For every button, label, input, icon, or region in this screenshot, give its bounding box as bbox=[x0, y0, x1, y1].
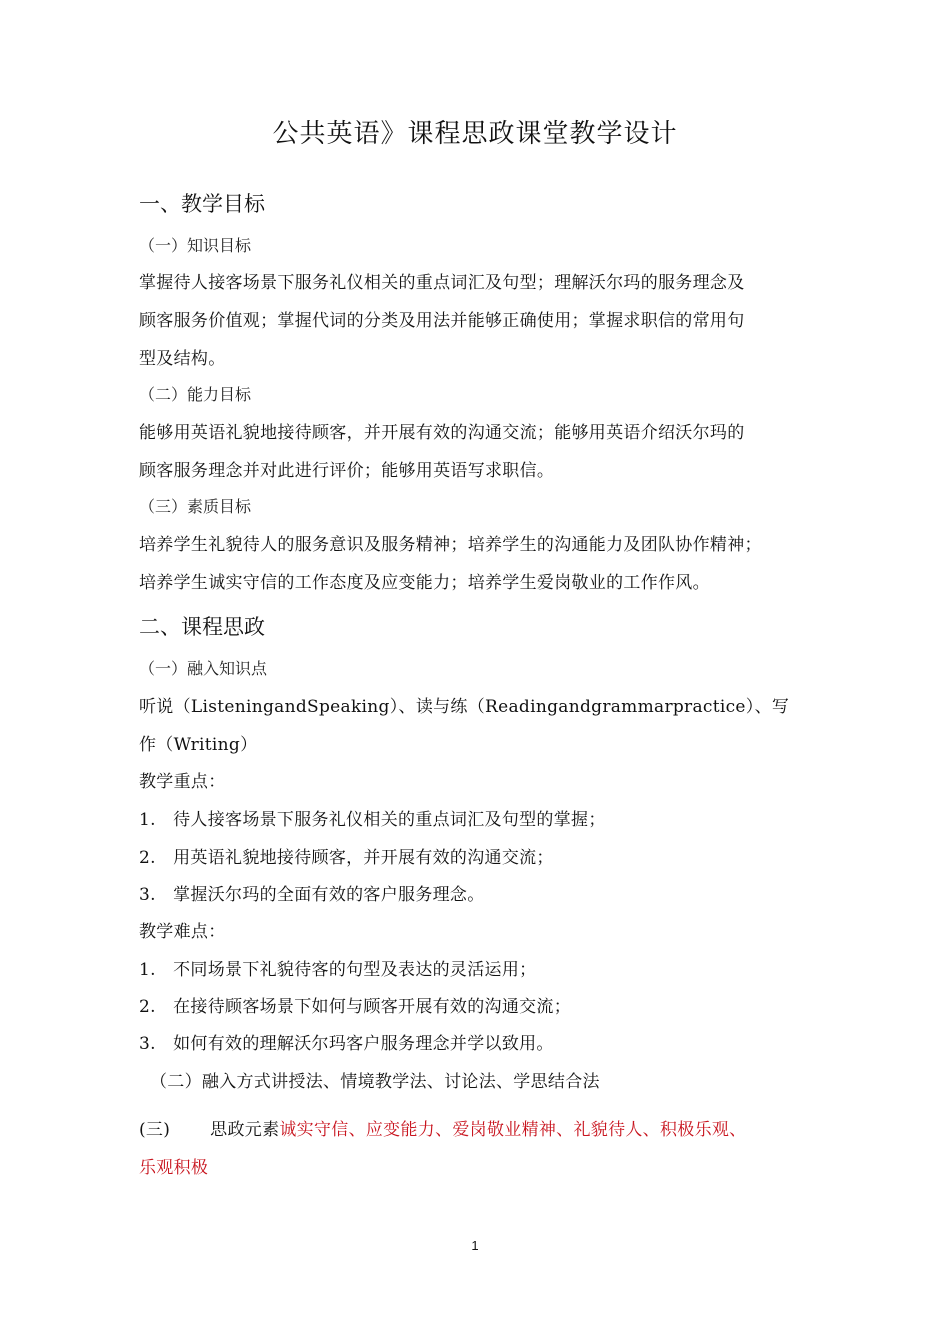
paragraph-line: 掌握待人接客场景下服务礼仪相关的重点词汇及句型；理解沃尔玛的服务理念及 bbox=[139, 273, 745, 293]
key-points-label: 教学重点： bbox=[139, 772, 226, 792]
list-item: 2. 在接待顾客场景下如何与顾客开展有效的沟通交流； bbox=[139, 997, 572, 1017]
paragraph-line: 听说（ListeningandSpeaking）、读与练（Readingandgrammarpractice）、写 bbox=[139, 697, 790, 717]
subheading-ability: （二）能力目标 bbox=[139, 385, 252, 404]
ideology-elements-highlight: 乐观积极 bbox=[139, 1158, 209, 1178]
ideology-elements-number: (三) bbox=[139, 1120, 171, 1140]
difficulties-label: 教学难点： bbox=[139, 922, 226, 942]
paragraph-line: 作（Writing） bbox=[139, 735, 258, 755]
list-item: 1. 不同场景下礼貌待客的句型及表达的灵活运用； bbox=[139, 960, 537, 980]
paragraph-line: 能够用英语礼貌地接待顾客，并开展有效的沟通交流；能够用英语介绍沃尔玛的 bbox=[139, 423, 745, 443]
list-item: 3. 如何有效的理解沃尔玛客户服务理念并学以致用。 bbox=[139, 1034, 554, 1054]
ideology-elements-prefix: 思政元素 bbox=[210, 1120, 280, 1140]
paragraph-line: 顾客服务价值观；掌握代词的分类及用法并能够正确使用；掌握求职信的常用句 bbox=[139, 311, 745, 331]
paragraph-line: 培养学生礼貌待人的服务意识及服务精神；培养学生的沟通能力及团队协作精神； bbox=[139, 535, 762, 555]
list-item: 2. 用英语礼貌地接待顾客，并开展有效的沟通交流； bbox=[139, 848, 554, 868]
integration-methods: （二）融入方式讲授法、情境教学法、讨论法、学思结合法 bbox=[150, 1072, 600, 1092]
document-title: 公共英语》课程思政课堂教学设计 bbox=[272, 119, 678, 149]
paragraph-line: 型及结构。 bbox=[139, 349, 226, 369]
list-item: 3. 掌握沃尔玛的全面有效的客户服务理念。 bbox=[139, 885, 485, 905]
subheading-knowledge-points: （一）融入知识点 bbox=[139, 659, 268, 678]
ideology-elements-line bbox=[139, 1115, 746, 1140]
subheading-knowledge: （一）知识目标 bbox=[139, 236, 252, 255]
paragraph-line: 顾客服务理念并对此进行评价；能够用英语写求职信。 bbox=[139, 461, 555, 481]
paragraph-line: 培养学生诚实守信的工作态度及应变能力；培养学生爱岗敬业的工作作风。 bbox=[139, 573, 710, 593]
section-heading-ideology: 二、课程思政 bbox=[139, 615, 265, 639]
subheading-quality: （三）素质目标 bbox=[139, 497, 252, 516]
list-item: 1. 待人接客场景下服务礼仪相关的重点词汇及句型的掌握； bbox=[139, 810, 606, 830]
ideology-elements-highlight: 诚实守信、应变能力、爱岗敬业精神、礼貌待人、积极乐观、 bbox=[279, 1120, 747, 1140]
page-number: 1 bbox=[471, 1238, 479, 1253]
section-heading-objectives: 一、教学目标 bbox=[139, 192, 265, 216]
